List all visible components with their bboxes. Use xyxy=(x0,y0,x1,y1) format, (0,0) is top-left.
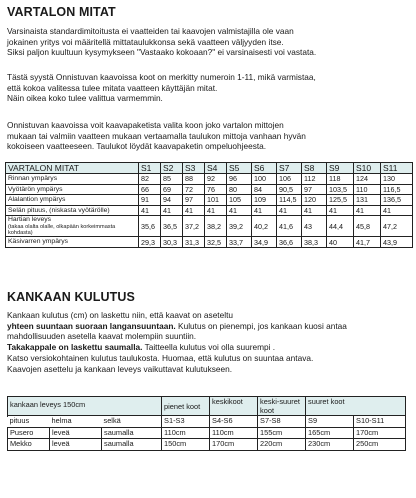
table-row xyxy=(8,439,406,451)
value-cell: 32,5 xyxy=(205,237,227,248)
fabric-pituus-cell: Mekko xyxy=(8,439,50,451)
column-header: pituus xyxy=(8,416,50,428)
text-line: Siksi paljon kuultuun kysymykseen "Vastaako kokoaan?" ei varsinaisesti voi vastata. xyxy=(7,47,317,58)
value-cell: 105 xyxy=(227,195,252,206)
header-cell: S2 xyxy=(161,163,183,174)
fabric-amount-cell: 165cm xyxy=(306,427,354,439)
value-cell: 90,5 xyxy=(277,184,302,195)
value-cell: 97 xyxy=(183,195,205,206)
intro-paragraph xyxy=(7,26,412,58)
row-label-cell xyxy=(6,237,139,248)
row-label: Alalantion ympärys xyxy=(8,196,66,204)
table-row xyxy=(6,216,413,237)
row-label: Rinnan ympärys xyxy=(8,175,58,183)
value-cell: 109 xyxy=(252,195,277,206)
row-label-cell xyxy=(6,195,139,206)
value-cell: 88 xyxy=(183,174,205,185)
text: mahdollisuuden asetella kaavat molempiin suuntiin. xyxy=(7,331,197,342)
value-cell: 41 xyxy=(139,205,161,216)
row-label: Käsivarren ympärys xyxy=(8,238,69,246)
value-cell: 118 xyxy=(327,174,354,185)
size-choice-paragraph xyxy=(7,120,412,152)
text: Kulutus on pienempi, jos kankaan kuosi antaa xyxy=(175,320,347,331)
value-cell: 41 xyxy=(227,205,252,216)
value-cell: 41,7 xyxy=(354,237,381,248)
text: Kankaan kulutus (cm) on laskettu niin, että kaavat on aseteltu xyxy=(7,310,233,320)
header-cell: S7 xyxy=(277,163,302,174)
value-cell: 30,3 xyxy=(161,237,183,248)
value-cell: 114,5 xyxy=(277,195,302,206)
fabric-selka-cell: saumalla xyxy=(102,439,162,451)
value-cell: 72 xyxy=(183,184,205,195)
value-cell: 116,5 xyxy=(381,184,413,195)
size-range-cell: S10-S11 xyxy=(354,416,406,428)
text-line: Onnistuvan kaavoissa voit kaavapaketista valita koon joko vartalon mittojen xyxy=(7,120,284,130)
text-line: mukaan tai valmiin vaatteen mukaan vertaamalla taulukon mittoja vanhaan hyvän xyxy=(7,130,306,141)
value-cell: 110 xyxy=(354,184,381,195)
value-cell: 97 xyxy=(302,184,327,195)
value-cell: 44,4 xyxy=(327,216,354,237)
value-cell: 41 xyxy=(252,205,277,216)
column-header: selkä xyxy=(102,416,162,428)
value-cell: 124 xyxy=(354,174,381,185)
fabric-selka-cell: saumalla xyxy=(102,427,162,439)
fabric-amount-cell: 110cm xyxy=(210,427,258,439)
bold-text: Takakappale on laskettu saumalla. xyxy=(7,342,143,353)
value-cell: 45,8 xyxy=(354,216,381,237)
row-label: Vyötärön ympärys xyxy=(8,185,63,193)
size-range-cell: S1-S3 xyxy=(162,416,210,428)
table-header-row xyxy=(8,416,406,428)
value-cell: 41 xyxy=(205,205,227,216)
header-cell: VARTALON MITAT xyxy=(6,163,139,174)
table-header-row xyxy=(6,163,413,174)
column-header: helma xyxy=(50,416,102,428)
value-cell: 41 xyxy=(327,205,354,216)
text: Katso versiokohtainen kulutus taulukosta. Huomaa, että kulutus on suuntaa antava. xyxy=(7,352,314,363)
table-row xyxy=(6,237,413,248)
value-cell: 85 xyxy=(161,174,183,185)
header-cell: S3 xyxy=(183,163,205,174)
group-header: suuret koot xyxy=(306,397,406,416)
text-line xyxy=(7,342,412,353)
value-cell: 41 xyxy=(354,205,381,216)
value-cell: 125,5 xyxy=(327,195,354,206)
text-line xyxy=(7,310,412,321)
fabric-amount-cell: 230cm xyxy=(306,439,354,451)
value-cell: 39,2 xyxy=(227,216,252,237)
table-row xyxy=(6,195,413,206)
fabric-amount-cell: 220cm xyxy=(258,439,306,451)
fabric-width-label: kankaan leveys 150cm xyxy=(8,397,162,416)
header-cell: S11 xyxy=(381,163,413,174)
body-measurements-table xyxy=(5,162,413,248)
header-cell: S6 xyxy=(252,163,277,174)
size-range-cell: S4-S6 xyxy=(210,416,258,428)
text-line: jokainen yritys voi määritellä mittataulukkonsa sekä vaatteen väljyyden itse. xyxy=(7,36,284,47)
section-title-body-measurements: VARTALON MITAT xyxy=(7,5,116,19)
value-cell: 40,2 xyxy=(252,216,277,237)
value-cell: 33,7 xyxy=(227,237,252,248)
value-cell: 84 xyxy=(252,184,277,195)
text-line xyxy=(7,331,412,342)
fabric-amount-cell: 110cm xyxy=(162,427,210,439)
fabric-pituus-cell: Pusero xyxy=(8,427,50,439)
table-row xyxy=(6,174,413,185)
value-cell: 41 xyxy=(302,205,327,216)
size-range-cell: S7-S8 xyxy=(258,416,306,428)
value-cell: 112 xyxy=(302,174,327,185)
group-header: keskikoot xyxy=(210,397,258,416)
group-header: pienet koot xyxy=(162,397,210,416)
header-cell: S1 xyxy=(139,163,161,174)
row-label-cell xyxy=(6,184,139,195)
value-cell: 103,5 xyxy=(327,184,354,195)
value-cell: 94 xyxy=(161,195,183,206)
text: Kaavojen asettelu ja kankaan leveys vaikuttavat kulutukseen. xyxy=(7,363,233,374)
fabric-helma-cell: leveä xyxy=(50,439,102,451)
text-line xyxy=(7,321,412,332)
text-line: Tästä syystä Onnistuvan kaavoissa koot on merkitty numeroin 1-11, mikä varmistaa, xyxy=(7,72,316,82)
row-label-cell xyxy=(6,174,139,185)
value-cell: 41 xyxy=(277,205,302,216)
value-cell: 120 xyxy=(302,195,327,206)
header-cell: S4 xyxy=(205,163,227,174)
size-range-cell: S9 xyxy=(306,416,354,428)
value-cell: 41 xyxy=(161,205,183,216)
text-line: Varsinaista standardimitoitusta ei vaatteiden tai kaavojen valmistajilla ole vaan xyxy=(7,26,294,36)
value-cell: 136,5 xyxy=(381,195,413,206)
table-row xyxy=(6,184,413,195)
value-cell: 31,3 xyxy=(183,237,205,248)
value-cell: 96 xyxy=(227,174,252,185)
fabric-consumption-table xyxy=(7,396,406,451)
header-cell: S10 xyxy=(354,163,381,174)
value-cell: 38,3 xyxy=(302,237,327,248)
fabric-amount-cell: 170cm xyxy=(354,427,406,439)
text-line: Näin oikea koko tulee valittua varmemmin. xyxy=(7,93,163,104)
value-cell: 34,9 xyxy=(252,237,277,248)
numbering-paragraph xyxy=(7,72,412,104)
value-cell: 69 xyxy=(161,184,183,195)
value-cell: 82 xyxy=(139,174,161,185)
text: Taitteella kulutus voi olla suurempi . xyxy=(142,342,276,353)
value-cell: 41 xyxy=(381,205,413,216)
fabric-paragraph xyxy=(7,310,412,374)
group-header: keski-suuret koot xyxy=(258,397,306,416)
section-title-fabric-consumption: KANKAAN KULUTUS xyxy=(7,290,135,304)
header-cell: S9 xyxy=(327,163,354,174)
value-cell: 92 xyxy=(205,174,227,185)
text-line: kokoiseen vaatteeseen. Taulukot löydät kaavapaketin ompeluohjeesta. xyxy=(7,141,267,152)
bold-text: yhteen suuntaan suoraan langansuuntaan. xyxy=(7,320,176,331)
value-cell: 106 xyxy=(277,174,302,185)
row-label-cell xyxy=(6,205,139,216)
value-cell: 37,2 xyxy=(183,216,205,237)
fabric-amount-cell: 155cm xyxy=(258,427,306,439)
value-cell: 29,3 xyxy=(139,237,161,248)
value-cell: 130 xyxy=(381,174,413,185)
value-cell: 100 xyxy=(252,174,277,185)
value-cell: 43 xyxy=(302,216,327,237)
value-cell: 36,6 xyxy=(277,237,302,248)
row-label-cell xyxy=(6,216,139,237)
fabric-amount-cell: 250cm xyxy=(354,439,406,451)
value-cell: 131 xyxy=(354,195,381,206)
value-cell: 40 xyxy=(327,237,354,248)
header-cell: S5 xyxy=(227,163,252,174)
text-line xyxy=(7,353,412,364)
header-cell: S8 xyxy=(302,163,327,174)
table-header-row xyxy=(8,397,406,416)
row-label: Hartian leveys xyxy=(8,216,52,224)
table-row xyxy=(8,427,406,439)
table-row xyxy=(6,205,413,216)
value-cell: 47,2 xyxy=(381,216,413,237)
fabric-amount-cell: 170cm xyxy=(210,439,258,451)
value-cell: 43,9 xyxy=(381,237,413,248)
row-label-note: (takaa olalta olalle, olkapään korkeimmasta kohdasta) xyxy=(8,223,116,237)
value-cell: 35,6 xyxy=(139,216,161,237)
value-cell: 36,5 xyxy=(161,216,183,237)
value-cell: 41 xyxy=(183,205,205,216)
value-cell: 91 xyxy=(139,195,161,206)
text-line: että kokoa valitessa tulee mitata vaatteen käyttäjän mitat. xyxy=(7,82,218,93)
value-cell: 41,6 xyxy=(277,216,302,237)
value-cell: 80 xyxy=(227,184,252,195)
value-cell: 38,2 xyxy=(205,216,227,237)
fabric-amount-cell: 150cm xyxy=(162,439,210,451)
text-line xyxy=(7,364,412,375)
row-label: Selän pituus, (niskasta vyötärölle) xyxy=(8,206,110,214)
value-cell: 66 xyxy=(139,184,161,195)
value-cell: 101 xyxy=(205,195,227,206)
fabric-helma-cell: leveä xyxy=(50,427,102,439)
value-cell: 76 xyxy=(205,184,227,195)
